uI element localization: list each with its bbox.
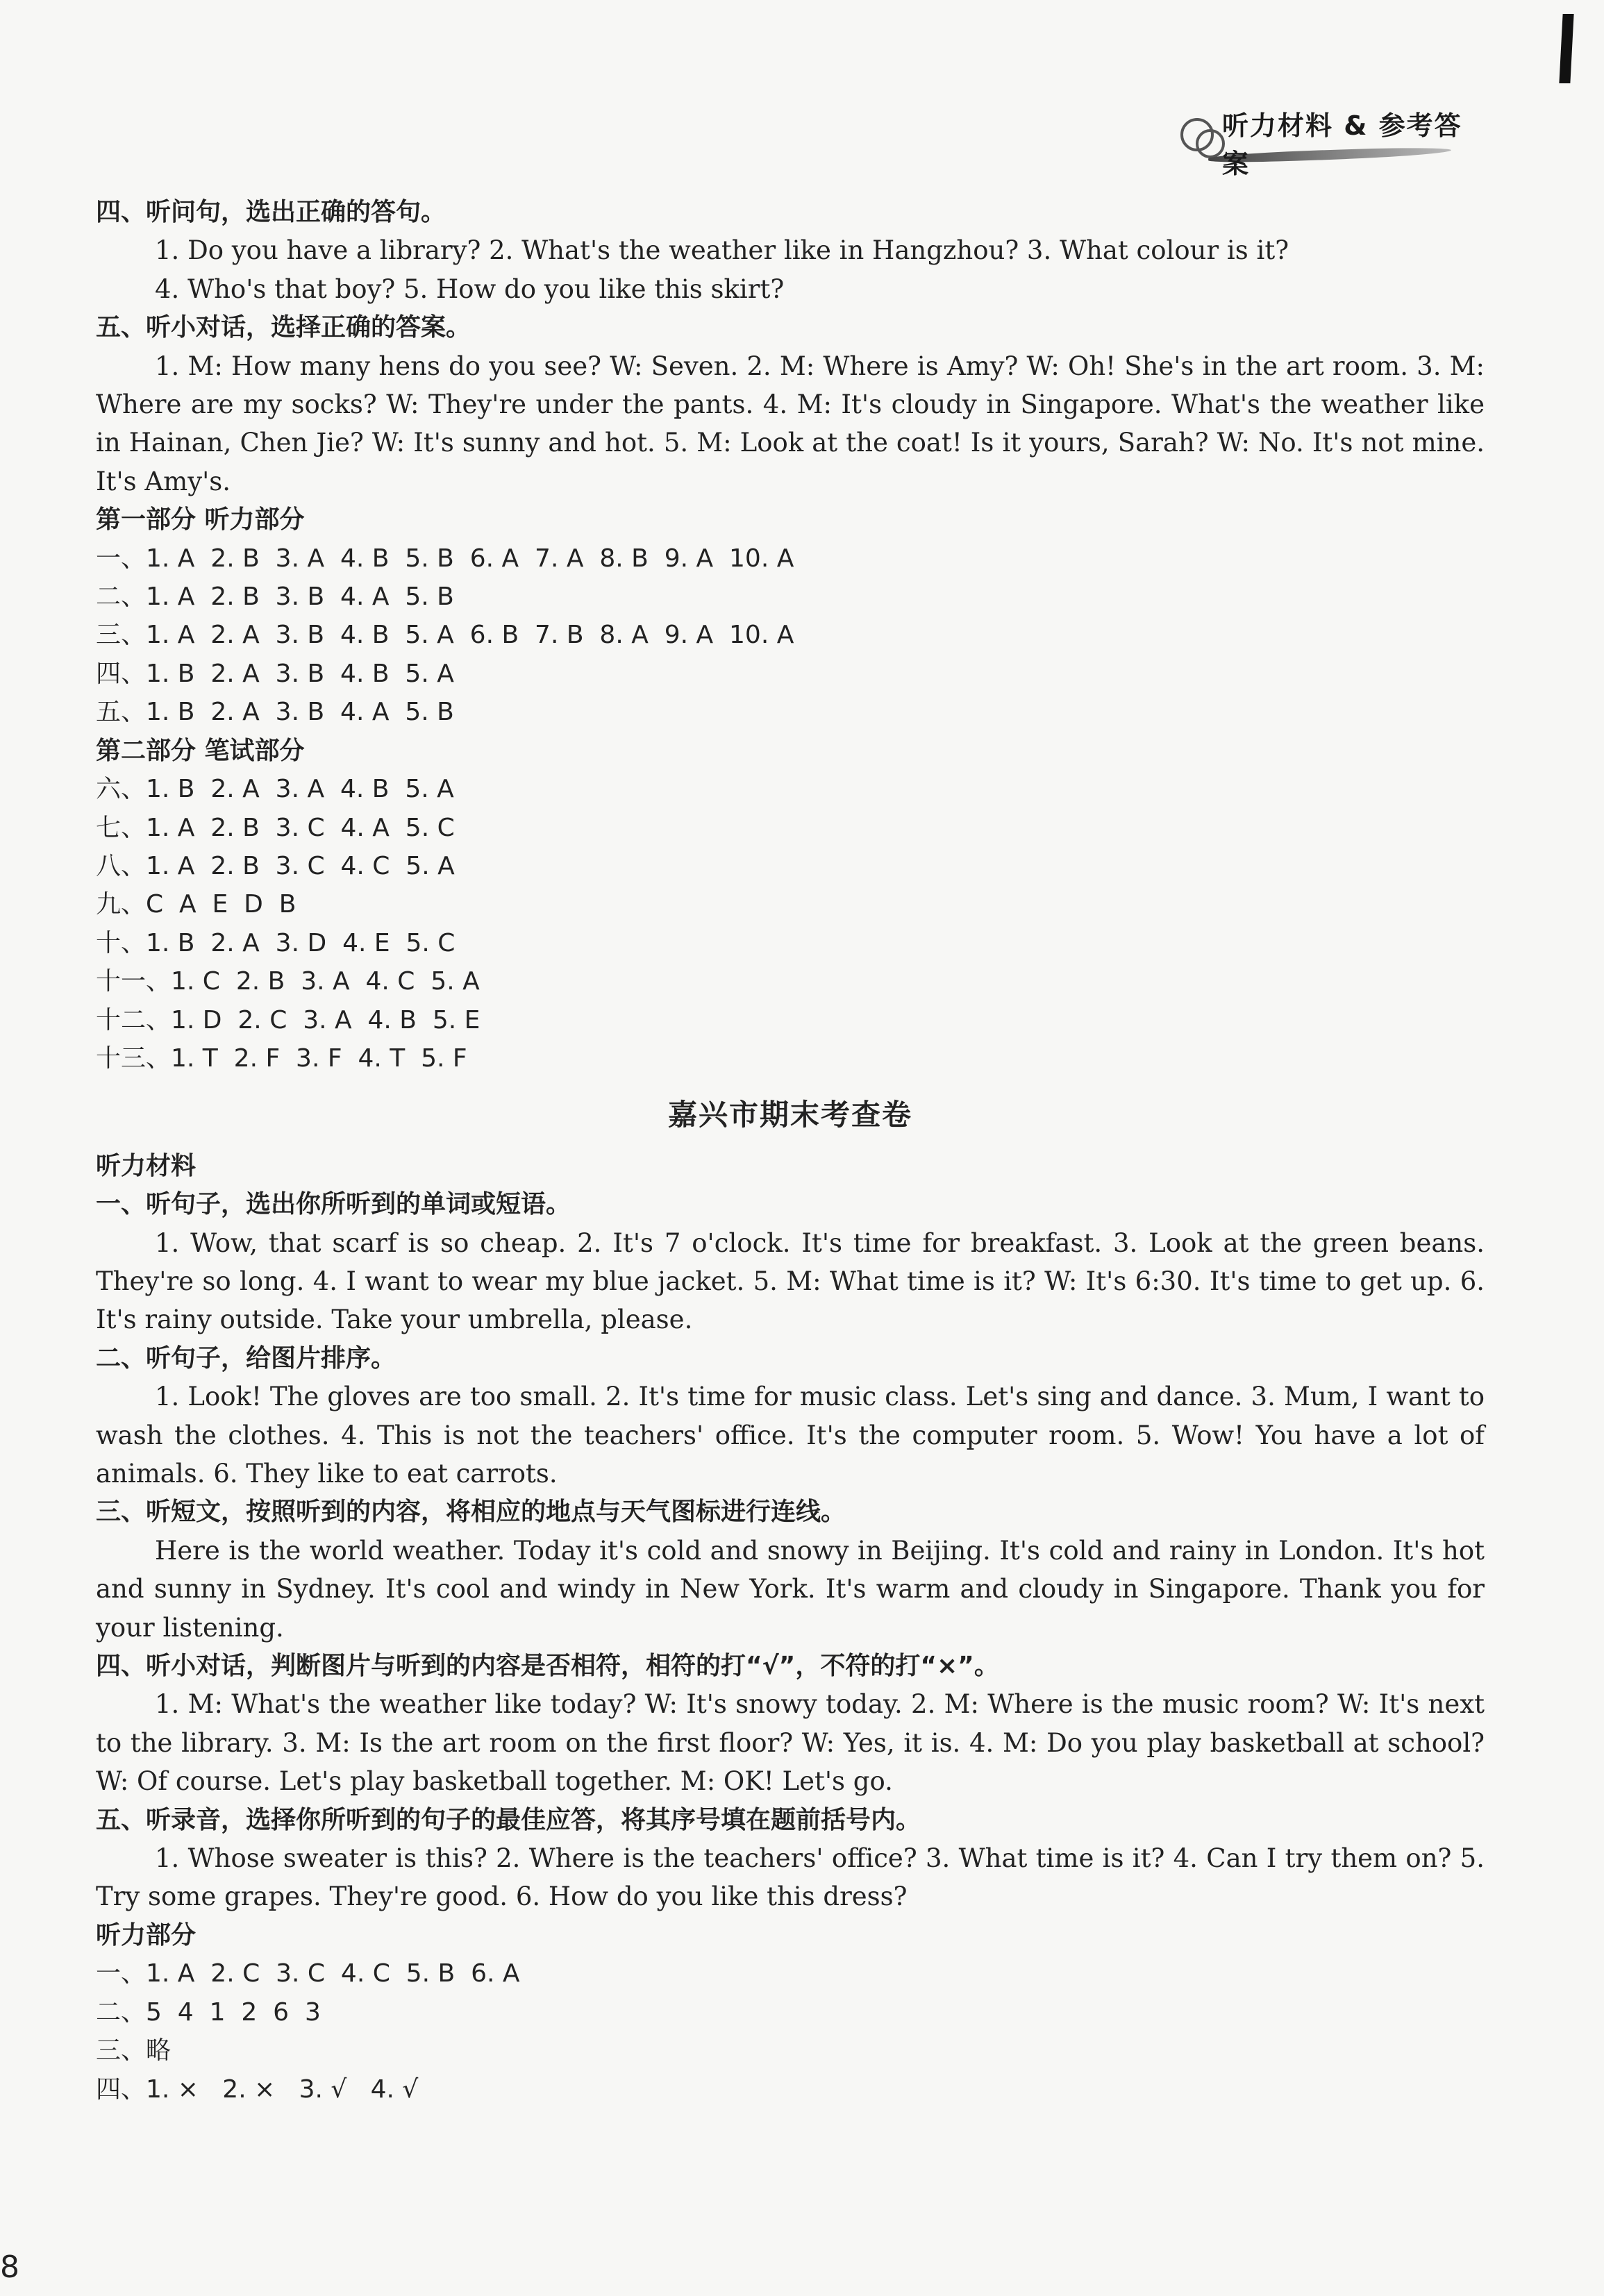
answer-line: 二、1. A 2. B 3. B 4. A 5. B (96, 583, 454, 612)
page-number: 8 (0, 2249, 19, 2285)
question-text: 1. M: What's the weather like today? W: It's snowy today. 2. M: Where is the music room? W: It's next to the library. 3. M: Is the art room on the first floor? W: Yes, it is. 4. M: Do you play basketball at school? W: Of course. Let's play basketball together. M: OK! Let's go. (96, 1689, 1485, 1797)
answer-line: 十二、1. D 2. C 3. A 4. B 5. E (96, 1005, 481, 1034)
answer-line: 十三、1. T 2. F 3. F 4. T 5. F (96, 1044, 467, 1073)
question-text: 1. Look! The gloves are too small. 2. It's time for music class. Let's sing and dance. 3. Mum, I want to wash the clothes. 4. This is not the teachers' office. It's the computer room. 5. Wow! You have a lot of animals. 6. They like to eat carrots. (96, 1382, 1485, 1489)
header-title: 听力材料 & 参考答案 (1222, 110, 1462, 179)
answer-line: 九、C A E D B (96, 890, 296, 919)
section-heading: 四、听小对话，判断图片与听到的内容是否相符，相符的打“√”，不符的打“×”。 (96, 1652, 999, 1681)
circle-decoration-icon (1196, 129, 1225, 158)
question-text: 4. Who's that boy? 5. How do you like this skirt? (155, 274, 785, 304)
answer-line: 六、1. B 2. A 3. A 4. B 5. A (96, 775, 454, 804)
answer-line: 七、1. A 2. B 3. C 4. A 5. C (96, 813, 455, 842)
section-heading: 三、听短文，按照听到的内容，将相应的地点与天气图标进行连线。 (96, 1498, 846, 1527)
question-text: 1. Wow, that scarf is so cheap. 2. It's 7 o'clock. It's time for breakfast. 3. Look at the green beans. They're so long. 4. I want to wear my blue jacket. 5. M: What time is it? W: It's 6:30. It's time to get up. 6. It's rainy outside. Take your umbrella, please. (96, 1227, 1485, 1335)
answer-line: 八、1. A 2. B 3. C 4. C 5. A (96, 851, 455, 880)
question-text: 1. Do you have a library? 2. What's the weather like in Hangzhou? 3. What colour is it? (155, 235, 1289, 266)
header-tag (1180, 104, 1479, 179)
materials-heading: 听力材料 (96, 1151, 197, 1180)
answer-line: 十、1. B 2. A 3. D 4. E 5. C (96, 928, 456, 957)
exam-title: 嘉兴市期末考查卷 (667, 1098, 912, 1132)
question-text: 1. Whose sweater is this? 2. Where is the teachers' office? 3. What time is it? 4. Can I try them on? 5. Try some grapes. They're good. 6. How do you like this dress? (96, 1843, 1485, 1912)
part-heading: 第一部分 听力部分 (96, 505, 305, 535)
answer-line: 一、1. A 2. B 3. A 4. B 5. B 6. A 7. A 8. B 9. A 10. A (96, 544, 794, 573)
section-heading: 二、听句子，给图片排序。 (96, 1343, 396, 1373)
passage-text: Here is the world weather. Today it's cold and snowy in Beijing. It's cold and rainy in London. It's hot and sunny in Sydney. It's cool and windy in New York. It's warm and cloudy in Singapore. Thank you for your listening. (96, 1535, 1485, 1643)
question-text: 1. M: How many hens do you see? W: Seven. 2. M: Where is Amy? W: Oh! She's in the art room. 3. M: Where are my socks? W: They're under the pants. 4. M: It's cloudy in Singapore. What's the weather like in Hainan, Chen Jie? W: It's sunny and hot. 5. M: Look at the coat! Is it yours, Sarah? W: No. It's not mine. It's Amy's. (96, 351, 1485, 496)
answer-line: 五、1. B 2. A 3. B 4. A 5. B (96, 698, 454, 727)
answer-line: 三、1. A 2. A 3. B 4. B 5. A 6. B 7. B 8. A 9. A 10. A (96, 621, 794, 650)
section-heading: 一、听句子，选出你所听到的单词或短语。 (96, 1190, 571, 1219)
answer-line: 一、1. A 2. C 3. C 4. C 5. B 6. A (96, 1959, 520, 1988)
content (96, 193, 1485, 2109)
answer-line: 四、1. B 2. A 3. B 4. B 5. A (96, 659, 454, 688)
answer-line: 二、5 4 1 2 6 3 (96, 1997, 321, 2027)
section-heading: 五、听小对话，选择正确的答案。 (96, 313, 471, 342)
part-heading: 听力部分 (96, 1920, 197, 1950)
edge-mark (1559, 14, 1573, 83)
answer-line: 三、略 (96, 2036, 172, 2065)
answer-line: 四、1. × 2. × 3. √ 4. √ (96, 2075, 419, 2104)
section-heading: 五、听录音，选择你所听到的句子的最佳应答，将其序号填在题前括号内。 (96, 1805, 921, 1834)
section-heading: 四、听问句，选出正确的答句。 (96, 198, 446, 226)
answer-line: 十一、1. C 2. B 3. A 4. C 5. A (96, 967, 480, 996)
part-heading: 第二部分 笔试部分 (96, 736, 305, 765)
